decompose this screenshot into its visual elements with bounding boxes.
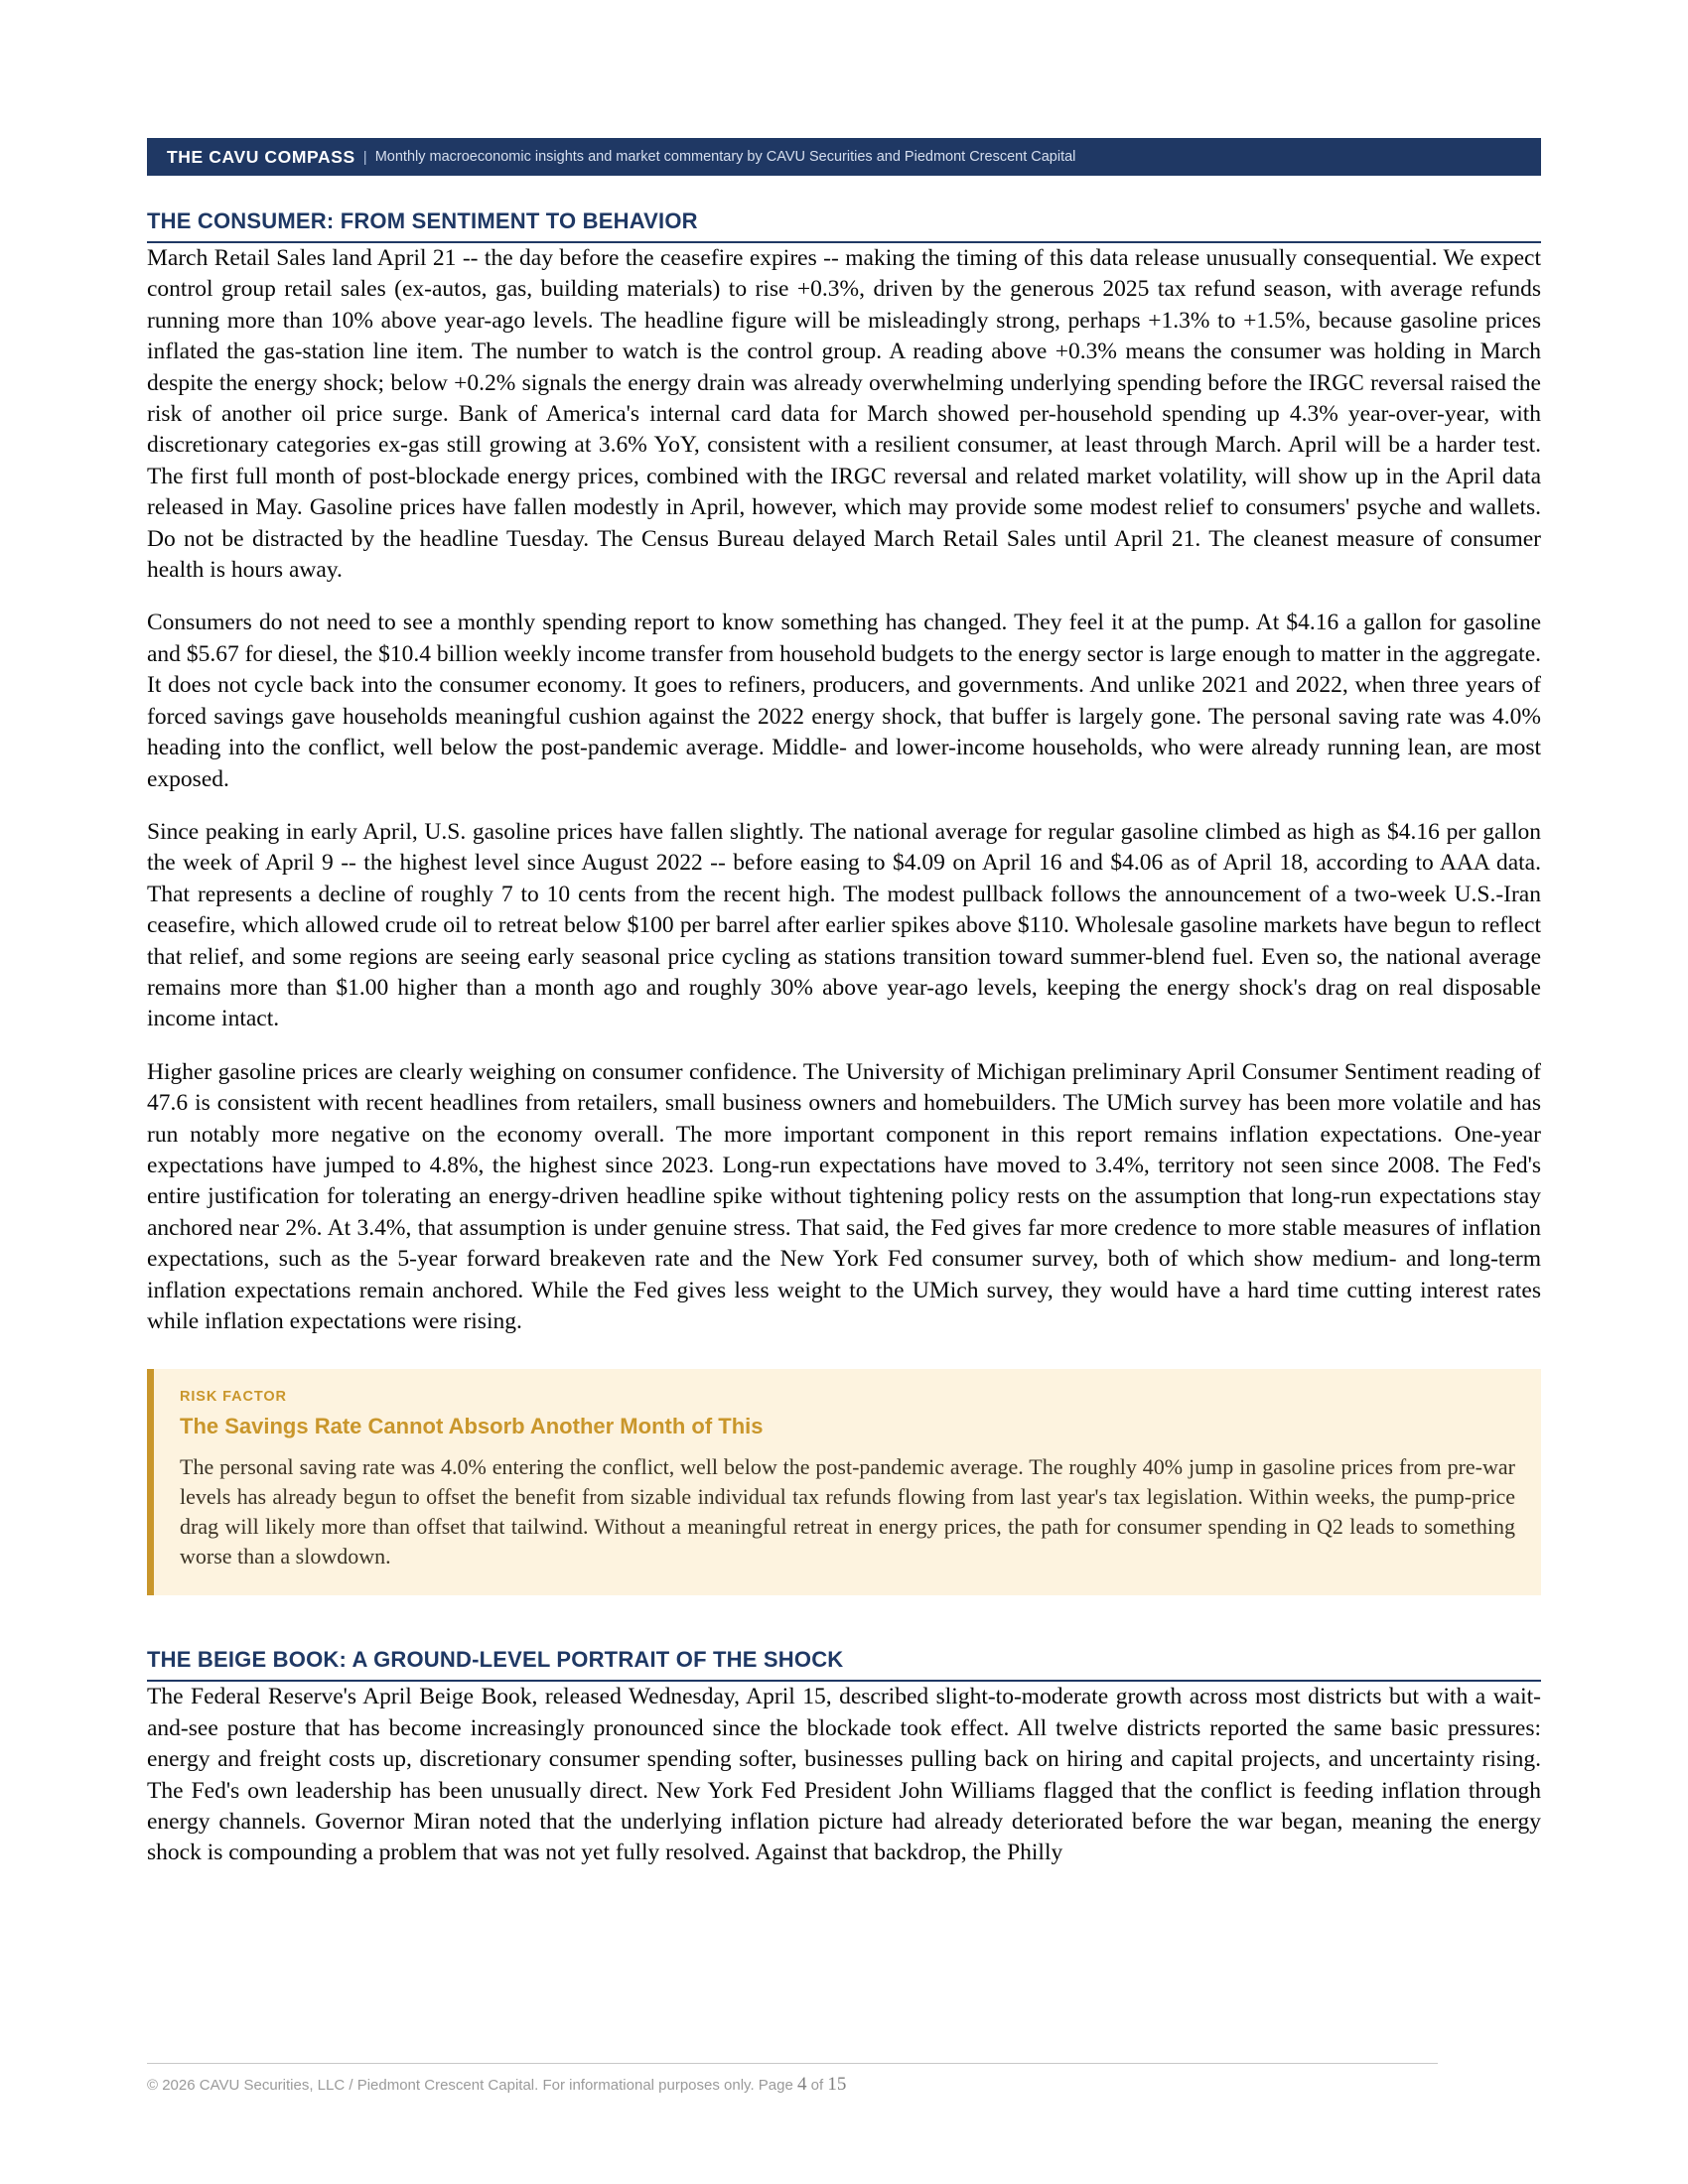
footer-page-number: 4 xyxy=(796,2074,807,2095)
paragraph-pump-prices: Consumers do not need to see a monthly spending report to know something has changed. They feel it at the pump. At $4.16 a gallon for gasoline and $5.67 for diesel, the $10.4 billion weekly income transfer from household budgets to the energy sector is large enough to matter in the aggregate. It does not cycle back into the consumer economy. It goes to refiners, producers, and governments. And unlike 2021 and 2022, when three years of forced savings gave households meaningful cushion against the 2022 energy shock, that buffer is largely gone. The personal saving rate was 4.0% heading into the conflict, well below the post-pandemic average. Middle- and lower-income households, who were already running lean, are most exposed. xyxy=(147,610,1541,792)
paragraph-gasoline-trend: Since peaking in early April, U.S. gasoline prices have fallen slightly. The national average for regular gasoline climbed as high as $4.16 per gallon the week of April 9 -- the highest level since August 2022 -- before easing to $4.09 on April 16 and $4.06 as of April 18, according to AAA data. That represents a decline of roughly 7 to 10 cents from the recent high. The modest pullback follows the announcement of a two-week U.S.-Iran ceasefire, which allowed crude oil to retreat below $100 per barrel after earlier spikes above $110. Wholesale gasoline markets have begun to reflect that relief, and some regions are seeing early seasonal price cycling as stations transition toward summer-blend fuel. Even so, the national average remains more than $1.00 higher than a month ago and roughly 30% above year-ago levels, keeping the energy shock's drag on real disposable income intact. xyxy=(147,818,1541,1032)
paragraph-beige-book: The Federal Reserve's April Beige Book, released Wednesday, April 15, described slight-to-moderate growth across most districts but with a wait-and-see posture that has become increasingly pronounced since the blockade took effect. All twelve districts reported the same basic pressures: energy and freight costs up, discretionary consumer spending softer, businesses pulling back on hiring and capital projects, and uncertainty rising. The Fed's own leadership has been unusually direct. New York Fed President John Williams flagged that the conflict is feeding inflation through energy channels. Governor Miran noted that the underlying inflation picture had already deteriorated before the war began, meaning the energy shock is compounding a problem that was not yet fully resolved. Against that backdrop, the Philly xyxy=(147,1684,1541,1866)
masthead-subtitle: Monthly macroeconomic insights and market commentary by CAVU Securities and Piedmont Crescent Capital xyxy=(374,149,1076,165)
masthead-banner xyxy=(147,138,1541,176)
page-content xyxy=(147,0,1541,1869)
footer-text-line xyxy=(147,2064,1541,2096)
callout-body: The personal saving rate was 4.0% entering the conflict, well below the post-pandemic average. The roughly 40% jump in gasoline prices from pre-war levels has already begun to offset the benefit from sizable individual tax refunds flowing from last year's tax legislation. Within weeks, the pump-price drag will likely more than offset that tailwind. Without a meaningful retreat in energy prices, the path for consumer spending in Q2 leads to something worse than a slowdown. xyxy=(180,1454,1515,1570)
page-footer xyxy=(147,2063,1541,2096)
footer-of-label: of xyxy=(806,2077,828,2094)
masthead-title: THE CAVU COMPASS xyxy=(167,146,355,167)
masthead-separator: | xyxy=(362,148,367,166)
callout-title: The Savings Rate Cannot Absorb Another Month of This xyxy=(180,1414,764,1439)
risk-factor-callout xyxy=(147,1369,1541,1595)
footer-copyright: © 2026 CAVU Securities, LLC / Piedmont Crescent Capital. For informational purposes only. Page xyxy=(147,2077,797,2094)
section-heading-consumer: THE CONSUMER: FROM SENTIMENT TO BEHAVIOR xyxy=(147,208,1541,243)
paragraph-consumer-confidence: Higher gasoline prices are clearly weighing on consumer confidence. The University of Michigan preliminary April Consumer Sentiment reading of 47.6 is consistent with recent headlines from retailers, small business owners and homebuilders. The UMich survey has been more volatile and has run notably more negative on the economy overall. The more important component in this report remains inflation expectations. One-year expectations have jumped to 4.8%, the highest since 2023. Long-run expectations have moved to 3.4%, territory not seen since 2008. The Fed's entire justification for tolerating an energy-driven headline spike without tightening policy rests on the assumption that long-run expectations stay anchored near 2%. At 3.4%, that assumption is under genuine stress. That said, the Fed gives far more credence to more stable measures of inflation expectations, such as the 5-year forward breakeven rate and the New York Fed consumer survey, both of which show medium- and long-term inflation expectations remain anchored. While the Fed gives less weight to the UMich survey, they would have a hard time cutting interest rates while inflation expectations were rising. xyxy=(147,1058,1541,1334)
section-heading-beige-book: THE BEIGE BOOK: A GROUND-LEVEL PORTRAIT OF THE SHOCK xyxy=(147,1647,1541,1682)
paragraph-retail-sales: March Retail Sales land April 21 -- the day before the ceasefire expires -- making the timing of this data release unusually consequential. We expect control group retail sales (ex-autos, gas, building materials) to rise +0.3%, driven by the generous 2025 tax refund season, with average refunds running more than 10% above year-ago levels. The headline figure will be misleadingly strong, perhaps +1.3% to +1.5%, because gasoline prices inflated the gas-station line item. The number to watch is the control group. A reading above +0.3% means the consumer was holding in March despite the energy shock; below +0.2% signals the energy drain was already overwhelming underlying spending before the IRGC reversal raised the risk of another oil price surge. Bank of America's internal card data for March showed per-household spending up 4.3% year-over-year, with discretionary categories ex-gas still growing at 3.6% YoY, consistent with a resilient consumer, at least through March. April will be a harder test. The first full month of post-blockade energy prices, combined with the IRGC reversal and related market volatility, will show up in the April data released in May. Gasoline prices have fallen modestly in April, however, which may provide some modest relief to consumers' psyche and wallets. Do not be distracted by the headline Tuesday. The Census Bureau delayed March Retail Sales until April 21. The cleanest measure of consumer health is hours away. xyxy=(147,245,1541,584)
callout-kicker: RISK FACTOR xyxy=(180,1389,287,1406)
footer-total-pages: 15 xyxy=(827,2074,847,2095)
